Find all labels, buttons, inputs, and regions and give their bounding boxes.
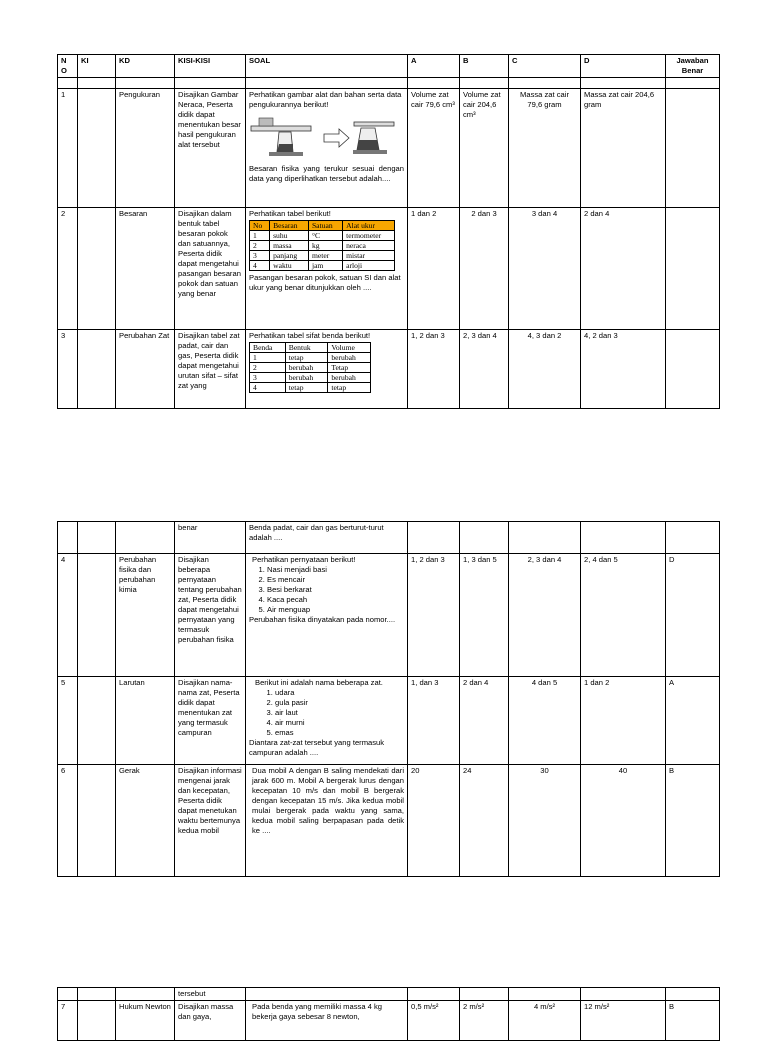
option-b: 2 dan 4 <box>460 677 509 765</box>
soal-intro: Perhatikan tabel sifat benda berikut! <box>249 331 371 340</box>
kd-cell: Perubahan fisika dan perubahan kimia <box>116 554 175 677</box>
header-ki: KI <box>78 55 116 78</box>
header-kisi: KISI-KISI <box>175 55 246 78</box>
list-item: 1. udara <box>275 688 404 698</box>
soal-question: Besaran fisika yang terukur sesuai dengan data yang diperlihatkan tersebut adalah.... <box>249 164 404 183</box>
header-c: C <box>509 55 581 78</box>
answer-key: B <box>666 1001 720 1041</box>
option-a: 1, 2 dan 3 <box>408 554 460 677</box>
kisi-cell: Disajikan beberapa pernyataan tentang perubahan zat, Peserta didik dapat mengetahui pernyataan yang termasuk perubahan fisika <box>175 554 246 677</box>
soal-cell: Benda padat, cair dan gas berturut-turut adalah .... <box>246 522 408 554</box>
balance-apparatus-image <box>249 112 399 162</box>
kisi-cell: Disajikan massa dan gaya, <box>175 1001 246 1041</box>
row-number: 4 <box>58 554 78 677</box>
soal-cell: Dua mobil A dengan B saling mendekati dari jarak 600 m. Mobil A bergerak lurus dengan kecepatan 10 m/s dan mobil B bergerak dengan kecepatan 15 m/s. Jika kedua mobil mulai bergerak pada waktu yang sama, kedua mobil saling berpapasan pada detik ke .... <box>246 765 408 877</box>
option-a: 20 <box>408 765 460 877</box>
soal-cell <box>246 677 408 765</box>
list-item: 3. Besi berkarat <box>267 585 404 595</box>
soal-intro: Berikut ini adalah nama beberapa zat. <box>255 678 383 687</box>
soal-cell <box>246 89 408 208</box>
soal-question: Diantara zat-zat tersebut yang termasuk campuran adalah .... <box>249 738 385 757</box>
option-d: Massa zat cair 204,6 gram <box>581 89 666 208</box>
option-d: 2, 4 dan 5 <box>581 554 666 677</box>
question-grid-table-1 <box>57 54 720 409</box>
list-item: 2. gula pasir <box>275 698 404 708</box>
soal-intro: Perhatikan pernyataan berikut! <box>252 555 356 564</box>
option-a: 1 dan 2 <box>408 208 460 330</box>
answer-key: A <box>666 677 720 765</box>
option-d: 12 m/s² <box>581 1001 666 1041</box>
soal-cell <box>246 330 408 409</box>
soal-cell <box>246 554 408 677</box>
answer-key: D <box>666 554 720 677</box>
option-b: Volume zat cair 204,6 cm³ <box>460 89 509 208</box>
header-jawaban: Jawaban Benar <box>666 55 720 78</box>
option-b: 2 m/s² <box>460 1001 509 1041</box>
option-c: 3 dan 4 <box>509 208 581 330</box>
kisi-cell: tersebut <box>175 988 246 1001</box>
soal-question: Pasangan besaran pokok, satuan SI dan alat ukur yang benar ditunjukkan oleh .... <box>249 273 401 292</box>
units-table: No Besaran Satuan Alat ukur 1 suhu °C termometer 2 massa kg neraca 3 panjang meter mistar 4 waktu jam arloji <box>249 220 395 271</box>
question-grid-table-2 <box>57 521 720 877</box>
soal-intro: Perhatikan gambar alat dan bahan serta data pengukurannya berikut! <box>249 90 402 109</box>
states-table: Benda Bentuk Volume 1 tetap berubah 2 berubah Tetap 3 berubah berubah 4 tetap tetap <box>249 342 371 393</box>
kisi-cell: Disajikan dalam bentuk tabel besaran pokok dan satuannya, Peserta didik dapat mengetahui pasangan besaran pokok dan satuan yang benar <box>175 208 246 330</box>
header-a: A <box>408 55 460 78</box>
question-row-7 <box>58 1001 720 1041</box>
question-row-4 <box>58 554 720 677</box>
option-d: 4, 2 dan 3 <box>581 330 666 409</box>
question-row-6-continued <box>58 988 720 1001</box>
soal-cell <box>246 208 408 330</box>
option-d: 2 dan 4 <box>581 208 666 330</box>
option-c: 30 <box>509 765 581 877</box>
option-b: 24 <box>460 765 509 877</box>
option-a: 1, 2 dan 3 <box>408 330 460 409</box>
option-a: Volume zat cair 79,6 cm³ <box>408 89 460 208</box>
question-row-3 <box>58 330 720 409</box>
kd-cell: Hukum Newton <box>116 1001 175 1041</box>
substance-list <box>249 688 404 738</box>
kd-cell: Besaran <box>116 208 175 330</box>
row-number: 1 <box>58 89 78 208</box>
row-number: 5 <box>58 677 78 765</box>
list-item: 5. emas <box>275 728 404 738</box>
kisi-cell: Disajikan informasi mengenai jarak dan kecepatan, Peserta didik dapat menetukan waktu bertemunya kedua mobil <box>175 765 246 877</box>
header-row <box>58 55 720 78</box>
question-row-1 <box>58 89 720 208</box>
option-c: 4 m/s² <box>509 1001 581 1041</box>
kd-cell: Pengukuran <box>116 89 175 208</box>
list-item: 1. Nasi menjadi basi <box>267 565 404 575</box>
answer-key: B <box>666 765 720 877</box>
row-number: 6 <box>58 765 78 877</box>
option-c: Massa zat cair 79,6 gram <box>509 89 581 208</box>
question-grid-table-3 <box>57 987 720 1041</box>
option-a: 0,5 m/s² <box>408 1001 460 1041</box>
question-row-6 <box>58 765 720 877</box>
list-item: 4. Kaca pecah <box>267 595 404 605</box>
header-soal: SOAL <box>246 55 408 78</box>
option-b: 2 dan 3 <box>460 208 509 330</box>
row-number: 3 <box>58 330 78 409</box>
kisi-cell: benar <box>175 522 246 554</box>
question-row-3-continued <box>58 522 720 554</box>
kd-cell: Gerak <box>116 765 175 877</box>
list-item: 3. air laut <box>275 708 404 718</box>
kisi-cell: Disajikan Gambar Neraca, Peserta didik dapat menentukan besar hasil pengukuran alat tersebut <box>175 89 246 208</box>
row-number: 7 <box>58 1001 78 1041</box>
option-b: 2, 3 dan 4 <box>460 330 509 409</box>
option-d: 1 dan 2 <box>581 677 666 765</box>
list-item: 4. air murni <box>275 718 404 728</box>
option-c: 2, 3 dan 4 <box>509 554 581 677</box>
soal-intro: Perhatikan tabel berikut! <box>249 209 331 218</box>
kd-cell: Larutan <box>116 677 175 765</box>
header-d: D <box>581 55 666 78</box>
option-d: 40 <box>581 765 666 877</box>
soal-cell: Pada benda yang memiliki massa 4 kg bekerja gaya sebesar 8 newton, <box>246 1001 408 1041</box>
kisi-cell: Disajikan tabel zat padat, cair dan gas, Peserta didik dapat mengetahui urutan sifat – sifat zat yang <box>175 330 246 409</box>
kd-cell: Perubahan Zat <box>116 330 175 409</box>
question-row-5 <box>58 677 720 765</box>
list-item: 2. Es mencair <box>267 575 404 585</box>
question-row-2 <box>58 208 720 330</box>
kisi-cell: Disajikan nama-nama zat, Peserta didik dapat menentukan zat yang termasuk campuran <box>175 677 246 765</box>
row-number: 2 <box>58 208 78 330</box>
header-kd: KD <box>116 55 175 78</box>
option-a: 1, dan 3 <box>408 677 460 765</box>
header-no: N O <box>58 55 78 78</box>
option-b: 1, 3 dan 5 <box>460 554 509 677</box>
soal-question: Perubahan fisika dinyatakan pada nomor.... <box>249 615 396 624</box>
option-c: 4 dan 5 <box>509 677 581 765</box>
list-item: 5. Air menguap <box>267 605 404 615</box>
spacer-row <box>58 78 720 89</box>
statement-list <box>249 565 404 615</box>
option-c: 4, 3 dan 2 <box>509 330 581 409</box>
header-b: B <box>460 55 509 78</box>
